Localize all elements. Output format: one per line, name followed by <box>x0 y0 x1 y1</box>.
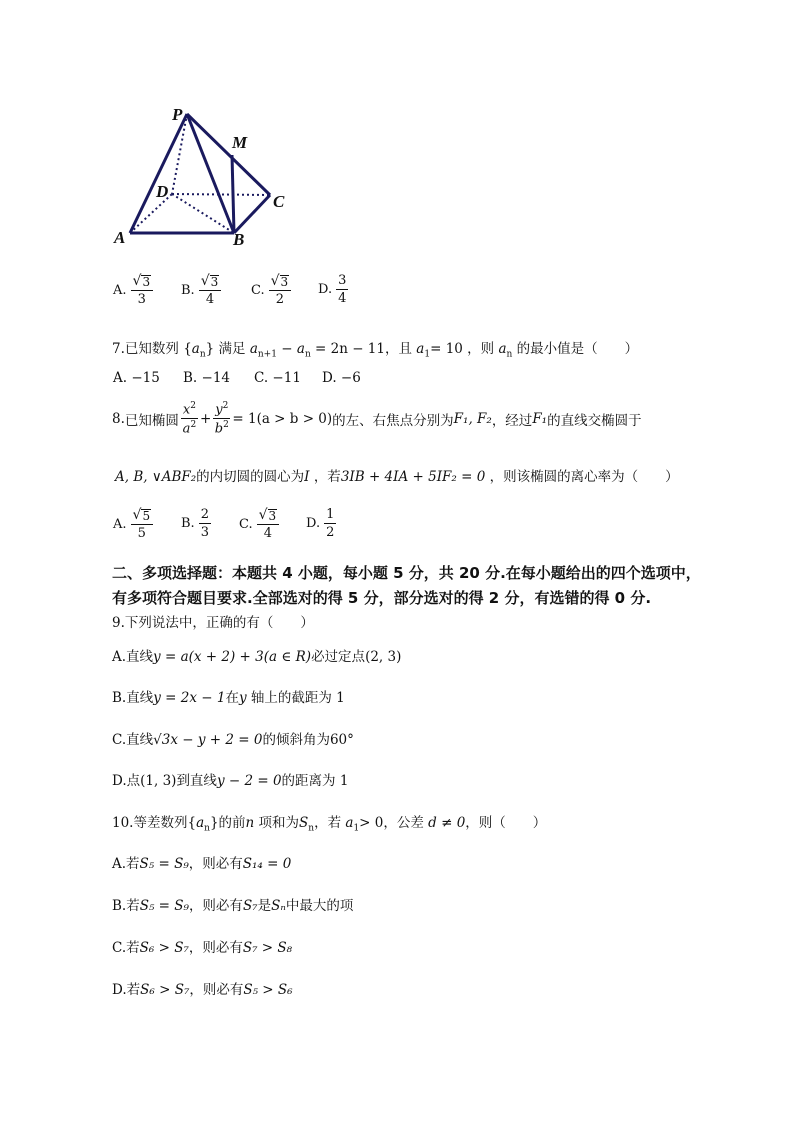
vertex-D: D <box>156 182 169 201</box>
edge-PB <box>187 114 234 233</box>
q6-option-d[interactable]: D. $\frac{3}{4}$ <box>318 273 347 306</box>
edge-PM <box>187 114 270 195</box>
q9-option-c[interactable]: C.直线√3x − y + 2 = 0的倾斜角为60° <box>112 732 354 748</box>
q9-option-d[interactable]: D.点(1, 3)到直线y − 2 = 0的距离为 1 <box>112 773 349 789</box>
q8-option-a[interactable]: A. √ 5 5 <box>113 508 155 540</box>
q6-option-b[interactable]: B. √ 3 4 <box>181 274 223 306</box>
edge-PD <box>172 114 187 194</box>
pyramid-diagram <box>110 100 310 250</box>
q7-option-a[interactable]: A. −15 <box>113 370 160 386</box>
q8-stem-line2: A, B, ∨ABF₂的内切圆的圆心为I ，若3IB + 4IA + 5IF₂ = 0 ，则该椭圆的离心率为（ ） <box>115 469 679 485</box>
vertex-A: A <box>114 228 126 247</box>
section2-heading-line1: 二、多项选择题：本题共 4 小题，每小题 5 分，共 20 分.在每小题给出的四个选项中， <box>112 564 701 582</box>
q8-option-c[interactable]: C. √ 3 4 <box>239 508 281 540</box>
vertex-B: B <box>233 230 245 249</box>
q7-option-b[interactable]: B. −14 <box>183 370 230 386</box>
q8-stem-line1: 8. 已知椭圆 $\frac{x^2}{a^2}$ + $\frac{y^2}{b^2}$ = 1(a > b > 0) 的左、右焦点分别为 F₁, F₂ ，经过 F₁ 的直线交椭圆于 <box>112 401 642 437</box>
q9-option-a[interactable]: A.直线y = a(x + 2) + 3(a ∈ R)必过定点(2, 3) <box>112 649 402 665</box>
q8-option-b[interactable]: B. $\frac{2}{3}$ <box>181 507 209 540</box>
q8-option-d[interactable]: D. $\frac{1}{2}$ <box>306 507 335 540</box>
q7-option-c[interactable]: C. −11 <box>254 370 301 386</box>
q10-option-b[interactable]: B.若S₅ = S₉，则必有S₇是Sₙ中最大的项 <box>112 898 354 914</box>
q7-stem: 7.已知数列 $\{a_n\}$ 满足 $a_{n+1} - a_n = 2n - 11$，且 $a_1= 10$ ，则 $a_n$ 的最小值是（ ） <box>112 341 639 360</box>
vertex-M: M <box>232 133 248 152</box>
vertex-C: C <box>273 192 285 211</box>
section2-heading-line2: 有多项符合题目要求.全部选对的得 5 分，部分选对的得 2 分，有选错的得 0 分. <box>112 589 652 607</box>
q10-stem: 10.等差数列$\{a_n\}$的前n 项和为$S_n$，若 $a_1> 0$，公差 d ≠ 0，则（ ） <box>112 815 547 834</box>
q9-option-b[interactable]: B.直线y = 2x − 1在y 轴上的截距为 1 <box>112 690 345 706</box>
vertex-P: P <box>172 105 183 124</box>
q10-option-a[interactable]: A.若S₅ = S₉，则必有S₁₄ = 0 <box>112 856 292 872</box>
q7-option-d[interactable]: D. −6 <box>322 370 361 386</box>
vector-equation: 3IB + 4IA + 5IF₂ = 0 <box>340 469 486 485</box>
edge-PA <box>130 114 187 233</box>
q6-option-c[interactable]: C. √ 3 2 <box>251 274 293 306</box>
q9-stem: 9.下列说法中，正确的有（ ） <box>112 615 314 631</box>
q6-option-a[interactable]: A. √ 3 3 <box>113 274 155 306</box>
edge-BC <box>234 195 270 233</box>
edge-DC <box>172 194 270 195</box>
q10-option-c[interactable]: C.若S₆ > S₇，则必有S₇ > S₈ <box>112 940 293 956</box>
q10-option-d[interactable]: D.若S₆ > S₇，则必有S₅ > S₆ <box>112 982 293 998</box>
